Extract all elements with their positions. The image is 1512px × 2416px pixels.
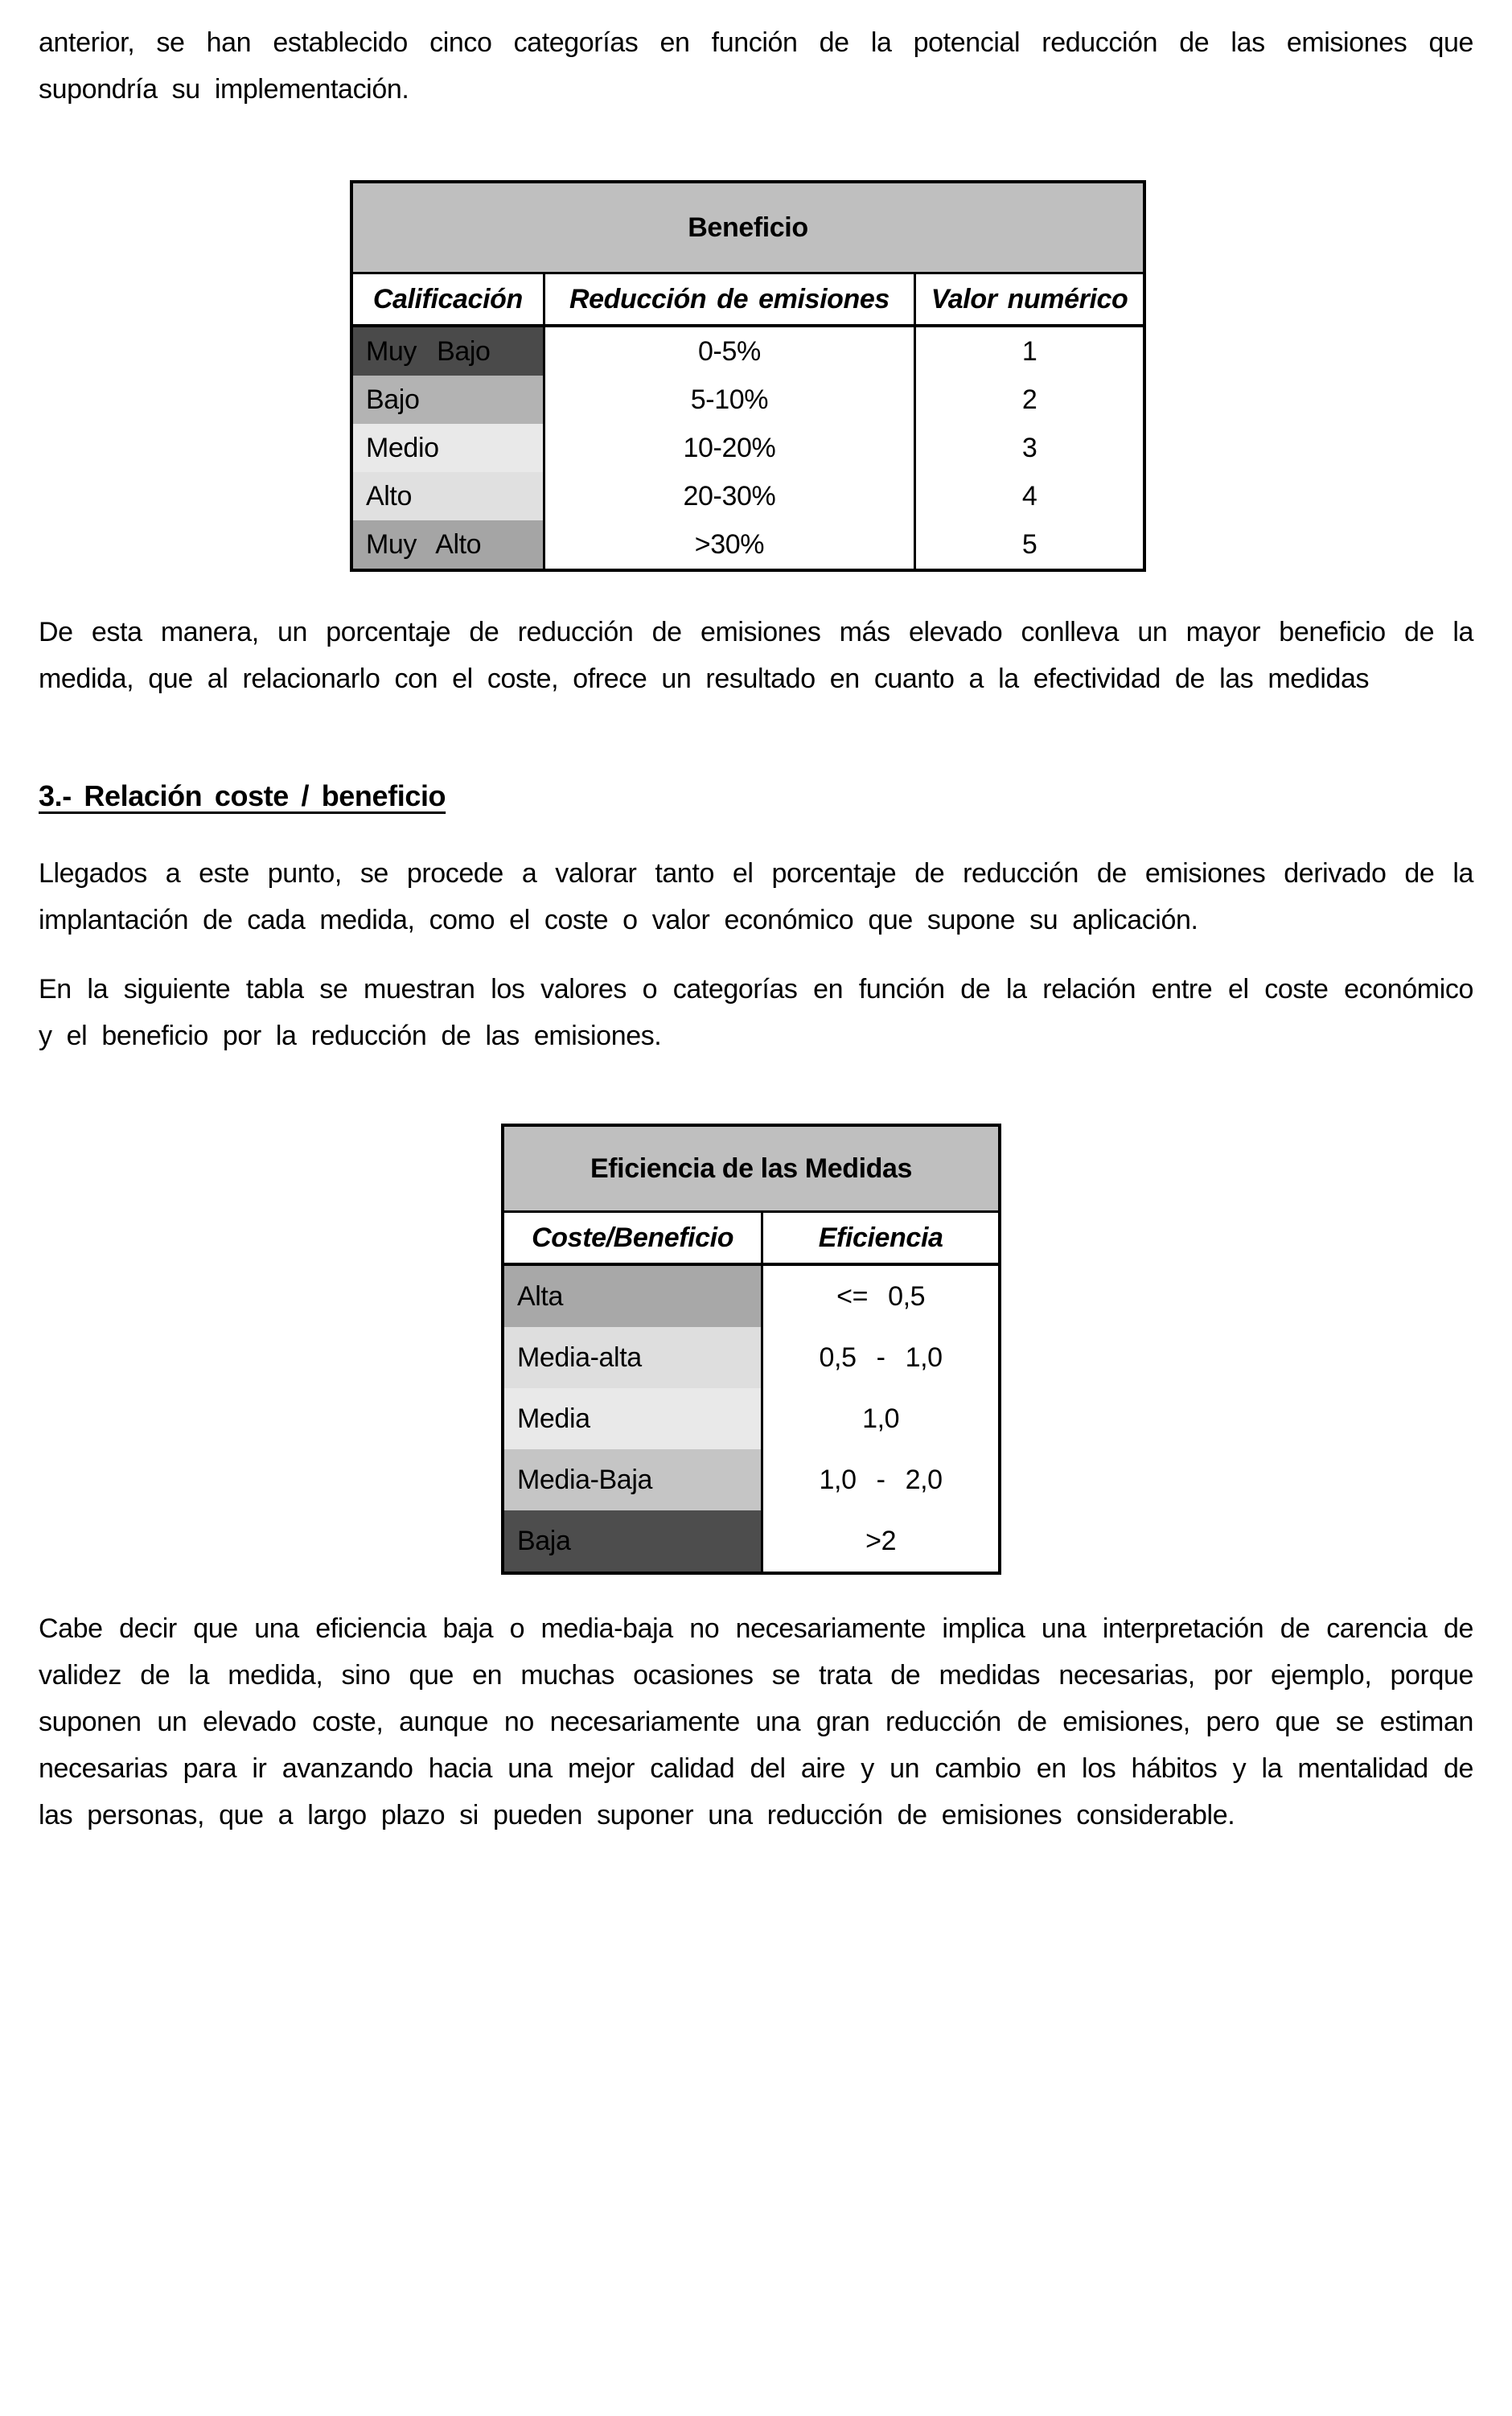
- section-heading: 3.- Relación coste / beneficio: [39, 779, 446, 812]
- table-row: [504, 1449, 998, 1510]
- row-label-cell: Medio: [353, 424, 543, 472]
- efficiency-table-title: Eficiencia de las Medidas: [504, 1127, 998, 1213]
- row-label-cell: Media: [504, 1388, 761, 1449]
- row-label-cell: Muy Bajo: [353, 327, 543, 376]
- row-value-cell: 4: [914, 472, 1143, 520]
- row-label-cell: Baja: [504, 1510, 761, 1572]
- row-value-cell: 5: [914, 520, 1143, 569]
- efficiency-table-body: [504, 1266, 998, 1572]
- row-value-cell: <= 0,5: [761, 1266, 998, 1327]
- benefit-table: [350, 180, 1146, 572]
- paragraph-cabe-decir: Cabe decir que una eficiencia baja o media-baja no necesariamente implica una interpretación de carencia de validez de la medida, sino que en muchas ocasiones se trata de medidas necesarias, por ejemplo, porque suponen un elevado coste, aunque no necesariamente una gran reducción de emisiones, pero que se estiman necesarias para ir avanzando hacia una mejor calidad del aire y un cambio en los hábitos y la mentalidad de las personas, que a largo plazo si pueden suponer una reducción de emisiones considerable.: [39, 1613, 1473, 1830]
- table-row: [504, 1327, 998, 1388]
- row-value-cell: >2: [761, 1510, 998, 1572]
- row-value-cell: 0,5 - 1,0: [761, 1327, 998, 1388]
- row-label-cell: Media-alta: [504, 1327, 761, 1388]
- row-value-cell: 3: [914, 424, 1143, 472]
- table-row: [504, 1266, 998, 1327]
- row-label-cell: Alto: [353, 472, 543, 520]
- column-header-reduccion: Reducción de emisiones: [543, 274, 914, 324]
- row-label-cell: Muy Alto: [353, 520, 543, 569]
- table-row: [353, 327, 1143, 376]
- benefit-table-title: Beneficio: [353, 183, 1143, 274]
- row-value-cell: >30%: [543, 520, 914, 569]
- row-label-cell: Alta: [504, 1266, 761, 1327]
- paragraph-anterior: anterior, se han establecido cinco categorías en función de la potencial reducción de las emisiones que supondría su implementación.: [39, 27, 1473, 105]
- paragraph-en-la-siguiente: En la siguiente tabla se muestran los valores o categorías en función de la relación entre el coste económico y el beneficio por la reducción de las emisiones.: [39, 974, 1473, 1051]
- table-row: [504, 1388, 998, 1449]
- table-row: [504, 1510, 998, 1572]
- row-label-cell: Bajo: [353, 376, 543, 424]
- row-value-cell: 2: [914, 376, 1143, 424]
- table-row: [353, 520, 1143, 569]
- paragraph-llegados: Llegados a este punto, se procede a valorar tanto el porcentaje de reducción de emisiones derivado de la implantación de cada medida, como el coste o valor económico que supone su aplicación.: [39, 858, 1473, 935]
- table-row: [353, 472, 1143, 520]
- column-header-coste-beneficio: Coste/Beneficio: [532, 1222, 734, 1253]
- benefit-table-header-row: [353, 274, 1143, 327]
- row-value-cell: 5-10%: [543, 376, 914, 424]
- column-header-eficiencia: Eficiencia: [761, 1213, 998, 1263]
- row-value-cell: 1: [914, 327, 1143, 376]
- row-value-cell: 1,0: [761, 1388, 998, 1449]
- row-value-cell: 10-20%: [543, 424, 914, 472]
- table-row: [353, 376, 1143, 424]
- row-value-cell: 0-5%: [543, 327, 914, 376]
- table-row: [353, 424, 1143, 472]
- efficiency-table-header-row: [504, 1213, 998, 1266]
- column-header-valor: Valor numérico: [914, 274, 1143, 324]
- efficiency-table: [501, 1124, 1001, 1575]
- benefit-table-body: [353, 327, 1143, 569]
- row-value-cell: 20-30%: [543, 472, 914, 520]
- column-header-calificacion: Calificación: [372, 283, 523, 314]
- row-value-cell: 1,0 - 2,0: [761, 1449, 998, 1510]
- paragraph-de-esta-manera: De esta manera, un porcentaje de reducción de emisiones más elevado conlleva un mayor beneficio de la medida, que al relacionarlo con el coste, ofrece un resultado en cuanto a la efectividad de las medidas: [39, 617, 1473, 694]
- row-label-cell: Media-Baja: [504, 1449, 761, 1510]
